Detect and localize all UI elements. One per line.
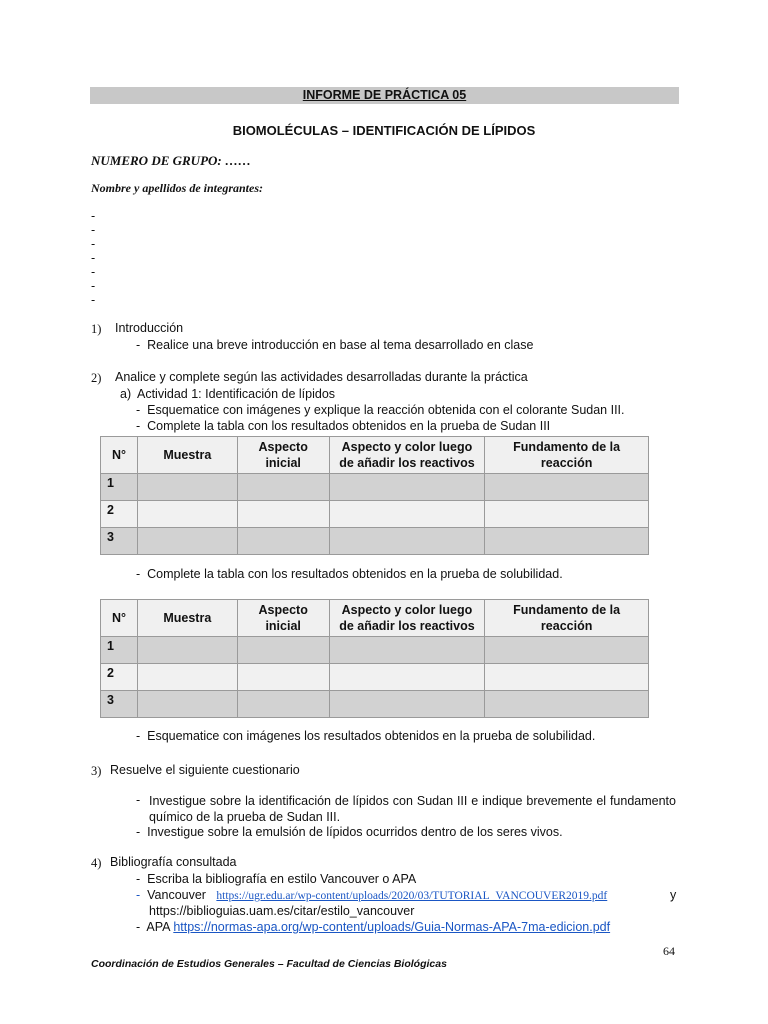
vancouver-label: Vancouver xyxy=(147,888,206,902)
col-header-number: N° xyxy=(101,600,138,637)
col-header-aspecto: Aspecto inicial xyxy=(237,600,329,637)
table-cell[interactable] xyxy=(237,528,329,555)
footer-text: Coordinación de Estudios Generales – Facultad de Ciencias Biológicas xyxy=(91,958,447,970)
members-label: Nombre y apellidos de integrantes: xyxy=(91,181,263,195)
member-bullet: - xyxy=(91,279,96,293)
page-number: 64 xyxy=(663,944,675,958)
member-bullet: - xyxy=(91,293,96,307)
table-cell[interactable] xyxy=(485,528,649,555)
table-cell[interactable] xyxy=(137,501,237,528)
report-title-bar xyxy=(90,87,679,104)
section2-title: Analice y complete según las actividades desarrolladas durante la práctica xyxy=(115,370,528,384)
activity-title: Actividad 1: Identificación de lípidos xyxy=(137,387,336,401)
table-cell[interactable] xyxy=(329,501,485,528)
table-cell[interactable] xyxy=(237,501,329,528)
section2-bullet: - Complete la tabla con los resultados obtenidos en la prueba de Sudan III xyxy=(136,419,551,433)
col-header-number: N° xyxy=(101,437,138,474)
section3-bullet1: Investigue sobre la identificación de lípidos con Sudan III e indique brevemente el fundamento químico de la prueba de Sudan III. xyxy=(149,794,676,824)
bullet-text: Complete la tabla con los resultados obtenidos en la prueba de Sudan III xyxy=(147,419,551,433)
vancouver-line xyxy=(136,888,607,902)
col-header-muestra: Muestra xyxy=(137,600,237,637)
table-cell[interactable] xyxy=(237,664,329,691)
vancouver-link2: https://biblioguias.uam.es/citar/estilo_vancouver xyxy=(149,904,415,918)
table-cell[interactable] xyxy=(329,637,485,664)
col-header-aspecto: Aspecto inicial xyxy=(237,437,329,474)
table-header-row xyxy=(101,600,649,637)
vancouver-and: y xyxy=(670,888,677,902)
bullet-text: Complete la tabla con los resultados obtenidos en la prueba de solubilidad. xyxy=(147,567,563,581)
section3-bullet: - Investigue sobre la emulsión de lípidos ocurridos dentro de los seres vivos. xyxy=(136,825,563,839)
table-cell[interactable] xyxy=(237,474,329,501)
apa-link[interactable]: https://normas-apa.org/wp-content/uploads/Guia-Normas-APA-7ma-edicion.pdf xyxy=(173,920,611,934)
bullet-dash: - xyxy=(136,888,141,902)
row-number: 3 xyxy=(101,691,138,718)
solubility-results-table xyxy=(100,599,649,718)
report-title: INFORME DE PRÁCTICA 05 xyxy=(302,88,467,102)
member-bullets xyxy=(91,209,95,307)
page-subtitle: BIOMOLÉCULAS – IDENTIFICACIÓN DE LÍPIDOS xyxy=(232,123,536,138)
section1-number: 1) xyxy=(91,322,102,336)
table-cell[interactable] xyxy=(237,691,329,718)
table-cell[interactable] xyxy=(329,664,485,691)
col-header-fundamento: Fundamento de la reacción xyxy=(485,600,649,637)
apa-label: APA xyxy=(146,920,170,934)
section4-number: 4) xyxy=(91,856,102,870)
member-bullet: - xyxy=(91,251,96,265)
section3-number: 3) xyxy=(91,764,102,778)
section4-title: Bibliografía consultada xyxy=(110,855,237,869)
row-number: 2 xyxy=(101,501,138,528)
table-cell[interactable] xyxy=(485,664,649,691)
table-cell[interactable] xyxy=(137,664,237,691)
group-number-label: NUMERO DE GRUPO: …… xyxy=(91,153,251,168)
section2-bullet: - Esquematice con imágenes y explique la reacción obtenida con el colorante Sudan III. xyxy=(136,403,625,417)
row-number: 1 xyxy=(101,637,138,664)
member-bullet: - xyxy=(91,237,96,251)
table-cell[interactable] xyxy=(329,691,485,718)
apa-line: - APA https://normas-apa.org/wp-content/uploads/Guia-Normas-APA-7ma-edicion.pdf xyxy=(136,920,611,934)
section2-bullet: - Esquematice con imágenes los resultados obtenidos en la prueba de solubilidad. xyxy=(136,729,596,743)
section3-title: Resuelve el siguiente cuestionario xyxy=(110,763,300,777)
col-header-muestra: Muestra xyxy=(137,437,237,474)
table-cell[interactable] xyxy=(485,691,649,718)
member-bullet: - xyxy=(91,265,96,279)
table-row xyxy=(101,691,649,718)
table-cell[interactable] xyxy=(137,637,237,664)
table-cell[interactable] xyxy=(237,637,329,664)
vancouver-link[interactable]: https://ugr.edu.ar/wp-content/uploads/2020/03/TUTORIAL_VANCOUVER2019.pdf xyxy=(216,890,608,902)
table-row xyxy=(101,528,649,555)
col-header-fundamento: Fundamento de la reacción xyxy=(485,437,649,474)
member-bullet: - xyxy=(91,223,96,237)
table-row xyxy=(101,637,649,664)
bullet-text: Esquematice con imágenes y explique la reacción obtenida con el colorante Sudan III. xyxy=(147,403,625,417)
table-row xyxy=(101,474,649,501)
table-cell[interactable] xyxy=(329,528,485,555)
table-cell[interactable] xyxy=(485,637,649,664)
bullet-text: Realice una breve introducción en base al tema desarrollado en clase xyxy=(147,338,534,352)
section2-number: 2) xyxy=(91,371,102,385)
bullet-text: Investigue sobre la emulsión de lípidos ocurridos dentro de los seres vivos. xyxy=(147,825,563,839)
table-cell[interactable] xyxy=(485,501,649,528)
table-cell[interactable] xyxy=(137,528,237,555)
row-number: 2 xyxy=(101,664,138,691)
bullet-text: Escriba la bibliografía en estilo Vancouver o APA xyxy=(147,872,417,886)
member-bullet: - xyxy=(91,209,96,223)
section4-bullet: - Escriba la bibliografía en estilo Vancouver o APA xyxy=(136,872,417,886)
section1-title: Introducción xyxy=(115,321,184,335)
bullet-text: Esquematice con imágenes los resultados obtenidos en la prueba de solubilidad. xyxy=(147,729,596,743)
section3-bullet-dash: - xyxy=(136,793,141,807)
table-header-row xyxy=(101,437,649,474)
row-number: 3 xyxy=(101,528,138,555)
section2-bullet: - Complete la tabla con los resultados obtenidos en la prueba de solubilidad. xyxy=(136,567,563,581)
table-cell[interactable] xyxy=(329,474,485,501)
table-row xyxy=(101,501,649,528)
table-cell[interactable] xyxy=(137,474,237,501)
table-row xyxy=(101,664,649,691)
sudan-results-table xyxy=(100,436,649,555)
col-header-color: Aspecto y color luego de añadir los reactivos xyxy=(329,437,485,474)
section1-bullet: - Realice una breve introducción en base al tema desarrollado en clase xyxy=(136,338,534,352)
col-header-color: Aspecto y color luego de añadir los reactivos xyxy=(329,600,485,637)
row-number: 1 xyxy=(101,474,138,501)
table-cell[interactable] xyxy=(485,474,649,501)
activity-letter: a) xyxy=(120,387,132,401)
table-cell[interactable] xyxy=(137,691,237,718)
